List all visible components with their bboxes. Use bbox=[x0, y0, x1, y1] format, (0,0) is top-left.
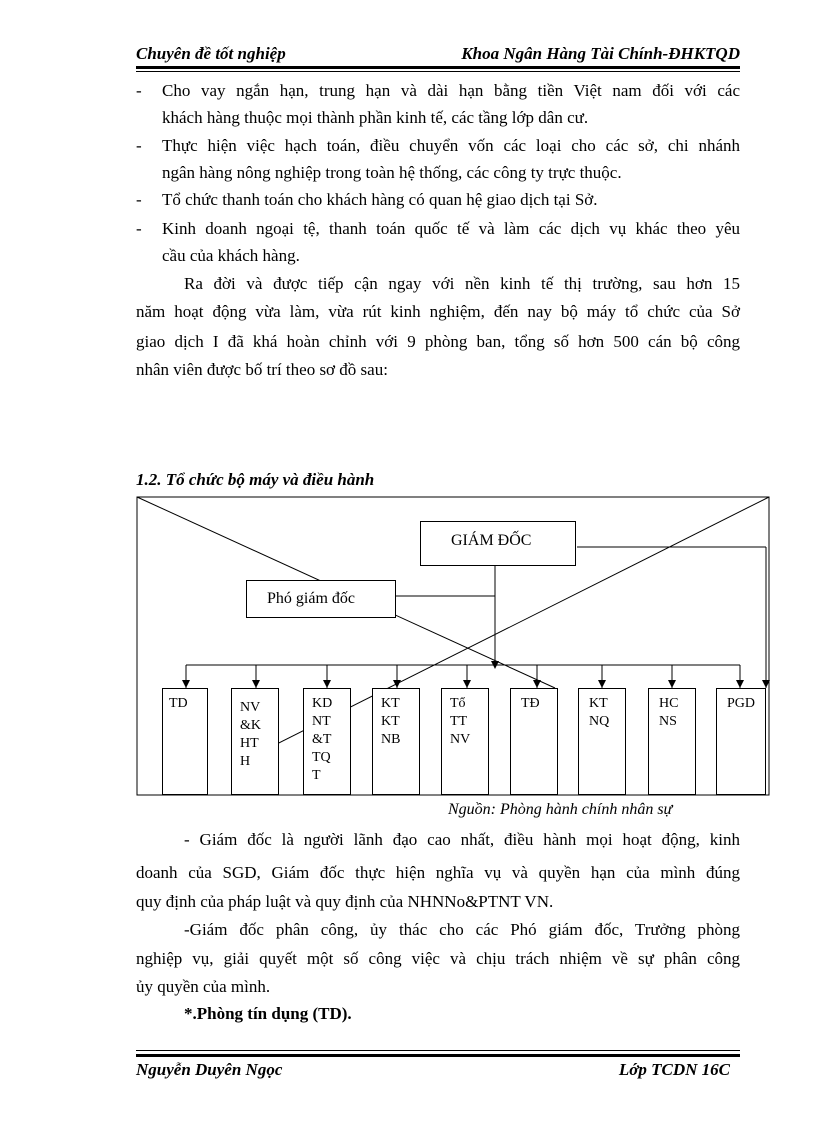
intro-line-2: năm hoạt động vừa làm, vừa rút kinh nghiệm, đến nay bộ máy tổ chức của Sở bbox=[136, 302, 740, 321]
subheading: *.Phòng tín dụng (TD). bbox=[184, 1004, 352, 1023]
dept-line: &K bbox=[240, 718, 261, 733]
dept-line: KD bbox=[312, 696, 333, 711]
bullet-4-line-2: cầu của khách hàng. bbox=[162, 246, 300, 265]
dept-line: TĐ bbox=[521, 696, 540, 711]
para-1-line-1: - Giám đốc là người lãnh đạo cao nhất, điều hành mọi hoạt động, kinh bbox=[184, 830, 740, 849]
dept-line: NT bbox=[312, 714, 331, 729]
dept-line: HT bbox=[240, 736, 259, 751]
dept-box-ktktnb bbox=[372, 688, 420, 795]
dept-box-td bbox=[162, 688, 208, 795]
bullet-dash: - bbox=[136, 81, 142, 100]
bullet-dash: - bbox=[136, 190, 142, 209]
dept-line: HC bbox=[659, 696, 679, 711]
deputy-label: Phó giám đốc bbox=[267, 590, 355, 607]
dept-line: TT bbox=[450, 714, 468, 729]
para-1-line-3: quy định của pháp luật và quy định của NHNNo&PTNT VN. bbox=[136, 892, 554, 911]
dept-line: NV bbox=[240, 700, 261, 715]
dept-box-pgd bbox=[716, 688, 766, 795]
dept-line: KT bbox=[381, 714, 400, 729]
bullet-1-line-1: Cho vay ngắn hạn, trung hạn và dài hạn bằng tiền Việt nam đối với các bbox=[162, 81, 740, 100]
intro-line-3: giao dịch I đã khá hoàn chỉnh với 9 phòng ban, tổng số hơn 500 cán bộ công bbox=[136, 332, 740, 351]
dept-line: Tổ bbox=[450, 696, 466, 711]
intro-line-1: Ra đời và được tiếp cận ngay với nền kinh tế thị trường, sau hơn 15 bbox=[184, 274, 740, 293]
para-1-line-2: doanh của SGD, Giám đốc thực hiện nghĩa vụ và quyền hạn của mình đúng bbox=[136, 863, 740, 882]
dept-line: NV bbox=[450, 732, 471, 747]
dept-line: KT bbox=[381, 696, 400, 711]
header-right: Khoa Ngân Hàng Tài Chính-ĐHKTQD bbox=[461, 44, 740, 63]
bullet-dash: - bbox=[136, 219, 142, 238]
dept-line: H bbox=[240, 754, 251, 769]
dept-line: NS bbox=[659, 714, 677, 729]
dept-box-ktnq bbox=[578, 688, 626, 795]
director-label: GIÁM ĐỐC bbox=[451, 532, 532, 549]
section-title: 1.2. Tổ chức bộ máy và điều hành bbox=[136, 470, 375, 489]
para-2-line-2: nghiệp vụ, giải quyết một số công việc và chịu trách nhiệm về sự phân công bbox=[136, 949, 740, 968]
header-left: Chuyên đề tốt nghiệp bbox=[136, 44, 286, 63]
deputy-box bbox=[246, 580, 396, 618]
dept-line: KT bbox=[589, 696, 608, 711]
dept-line: T bbox=[312, 768, 321, 783]
bullet-2-line-2: ngân hàng nông nghiệp trong toàn hệ thống, các công ty trực thuộc. bbox=[162, 163, 622, 182]
dept-line: TQ bbox=[312, 750, 331, 765]
para-2-line-1: -Giám đốc phân công, ủy thác cho các Phó giám đốc, Trưởng phòng bbox=[184, 920, 740, 939]
bullet-4-line-1: Kinh doanh ngoại tệ, thanh toán quốc tế và làm các dịch vụ khác theo yêu bbox=[162, 219, 740, 238]
dept-box-tottnv bbox=[441, 688, 489, 795]
dept-line: TD bbox=[169, 696, 188, 711]
para-2-line-3: ủy quyền của mình. bbox=[136, 977, 271, 996]
footer-rule bbox=[136, 1054, 740, 1057]
director-box bbox=[420, 521, 576, 566]
chart-source: Nguồn: Phòng hành chính nhân sự bbox=[448, 801, 673, 818]
bullet-1-line-2: khách hàng thuộc mọi thành phần kinh tế, các tầng lớp dân cư. bbox=[162, 108, 589, 127]
dept-line: &T bbox=[312, 732, 332, 747]
footer-right: Lớp TCDN 16C bbox=[618, 1060, 730, 1079]
bullet-3-line-1: Tổ chức thanh toán cho khách hàng có quan hệ giao dịch tại Sở. bbox=[162, 190, 598, 209]
dept-box-hcns bbox=[648, 688, 696, 795]
bullet-dash: - bbox=[136, 136, 142, 155]
dept-box-kdnt bbox=[303, 688, 351, 795]
bullet-2-line-1: Thực hiện việc hạch toán, điều chuyển vốn các loại cho các sở, chi nhánh bbox=[162, 136, 740, 155]
footer-rule-thin bbox=[136, 1050, 740, 1051]
dept-line: PGD bbox=[727, 696, 756, 711]
dept-line: NB bbox=[381, 732, 401, 747]
dept-box-tdinh bbox=[510, 688, 558, 795]
intro-line-4: nhân viên được bố trí theo sơ đồ sau: bbox=[136, 360, 388, 379]
dept-box-nvkhth bbox=[231, 688, 279, 795]
footer-left: Nguyễn Duyên Ngọc bbox=[136, 1060, 283, 1079]
dept-line: NQ bbox=[589, 714, 610, 729]
